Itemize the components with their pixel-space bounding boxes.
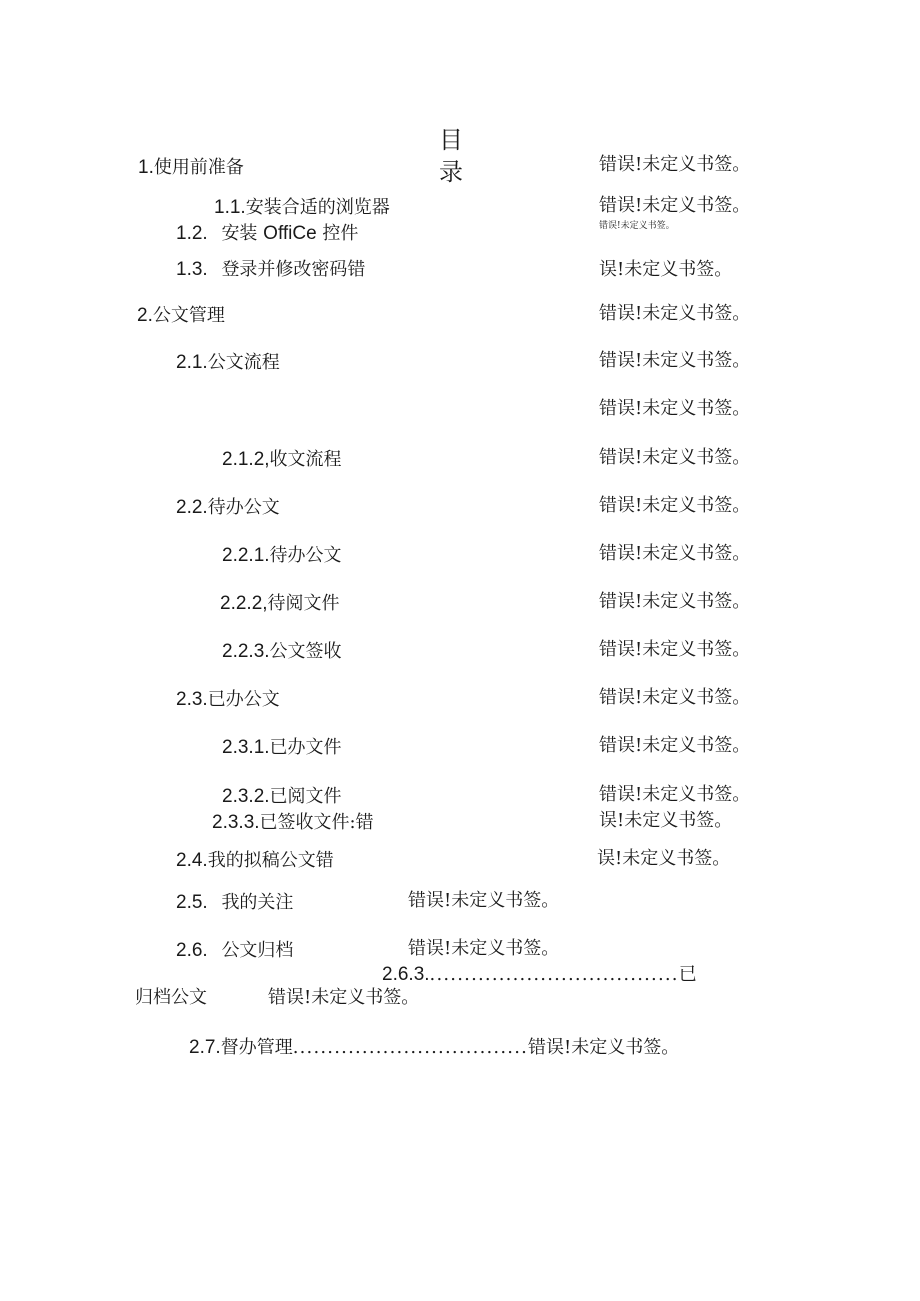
toc-page-ref: 错误!未定义书签。	[599, 735, 751, 756]
toc-entry-2-2[interactable]	[176, 497, 280, 519]
toc-leader-dots: ..................................	[292, 1037, 529, 1058]
toc-label: 我的关注	[221, 892, 294, 913]
toc-number: 1.1.	[214, 197, 246, 218]
toc-entry-2-2-2[interactable]	[220, 593, 340, 615]
toc-page-ref: 错误!未定义书签。	[599, 350, 751, 371]
toc-leader-dots: ....................................	[429, 964, 679, 985]
toc-entry-2-2-1[interactable]	[222, 545, 342, 567]
toc-label: 安装合适的浏览器	[245, 197, 390, 218]
toc-label: 督办管理	[220, 1037, 293, 1058]
toc-label: 待办公文	[269, 545, 342, 566]
toc-number: 2.5.	[176, 892, 208, 913]
toc-page-ref: 错误!未定义书签。	[599, 495, 751, 516]
toc-page-ref: 误!未定义书签。	[599, 259, 733, 280]
toc-number: 2.7.	[189, 1037, 221, 1058]
toc-page-ref: 错误!未定义书签。	[408, 938, 560, 959]
toc-label-latin: OffiCe	[263, 223, 317, 244]
toc-entry-1-2[interactable]	[176, 223, 358, 245]
toc-page-ref: 错误!未定义书签。	[599, 447, 751, 468]
toc-number: 2.4.	[176, 850, 208, 871]
toc-entry-2-5[interactable]	[176, 892, 293, 914]
toc-entry-2-1[interactable]	[176, 352, 280, 374]
toc-entry-2-3-3[interactable]	[212, 812, 374, 834]
toc-entry-2-7[interactable]	[189, 1037, 679, 1059]
toc-entry-2[interactable]	[137, 305, 225, 327]
toc-label: 已	[678, 964, 697, 985]
toc-page-ref: 错误!未定义书签。	[599, 591, 751, 612]
toc-entry-2-3-2[interactable]	[222, 786, 342, 808]
toc-page-ref: 错误!未定义书签。	[408, 890, 560, 911]
toc-entry-2-3[interactable]	[176, 689, 280, 711]
toc-page-ref: 错误!未定义书签。	[599, 784, 751, 805]
toc-label: 公文归档	[221, 940, 294, 961]
toc-page-ref: 错误!未定义书签。	[599, 303, 751, 324]
toc-page-ref: 错误!未定义书签。	[599, 687, 751, 708]
toc-number: 2.3.3.	[212, 812, 260, 833]
toc-label-continued: 归档公文	[135, 987, 207, 1008]
toc-entry-1[interactable]	[138, 157, 244, 179]
toc-entry-1-3[interactable]	[176, 259, 365, 281]
toc-label: 安装	[221, 223, 258, 244]
toc-label: 登录并修改密码错	[221, 259, 366, 280]
toc-label-suffix: 控件	[322, 223, 359, 244]
toc-page-ref: 错误!未定义书签。	[599, 639, 751, 660]
toc-number: 2.2.1.	[222, 545, 270, 566]
toc-label: 待阅文件	[267, 593, 340, 614]
toc-entry-2-3-1[interactable]	[222, 737, 342, 759]
toc-number: 2.2.	[176, 497, 208, 518]
toc-page-ref: 错误!未定义书签。	[528, 1037, 680, 1058]
toc-number: 1.2.	[176, 223, 208, 244]
toc-label: 公文流程	[207, 352, 280, 373]
toc-label: 待办公文	[207, 497, 280, 518]
toc-entry-2-1-2[interactable]	[222, 449, 342, 471]
toc-number: 2.1.	[176, 352, 208, 373]
toc-page-ref: 误!未定义书签。	[599, 810, 733, 831]
toc-entry-2-4[interactable]	[176, 850, 334, 872]
toc-number: 1.3.	[176, 259, 208, 280]
toc-page-ref: 错误!未定义书签。	[599, 195, 751, 216]
toc-page-ref: 误!未定义书签。	[597, 848, 731, 869]
toc-entry-1-1[interactable]	[214, 197, 390, 219]
toc-number: 1.	[138, 157, 154, 178]
toc-title-char-1: 目	[439, 126, 465, 154]
toc-page-ref-small: 错误!未定义书签。	[599, 221, 675, 231]
toc-label: 公文签收	[269, 641, 342, 662]
toc-number: 2.6.	[176, 940, 208, 961]
toc-entry-2-6-3[interactable]	[382, 964, 697, 986]
toc-label: 已办公文	[207, 689, 280, 710]
toc-page-ref: 错误!未定义书签。	[599, 543, 751, 564]
toc-number: 2.3.1.	[222, 737, 270, 758]
toc-label: 已签收文件:错	[259, 812, 374, 833]
toc-label: 收文流程	[269, 449, 342, 470]
toc-number: 2.	[137, 305, 153, 326]
toc-label: 使用前准备	[153, 157, 244, 178]
toc-number: 2.1.2,	[222, 449, 270, 470]
toc-label: 公文管理	[152, 305, 225, 326]
toc-number: 2.2.2,	[220, 593, 268, 614]
toc-title-char-2: 录	[439, 158, 465, 186]
toc-number: 2.2.3.	[222, 641, 270, 662]
toc-page-ref: 错误!未定义书签。	[599, 154, 751, 175]
toc-entry-2-6[interactable]	[176, 940, 293, 962]
toc-page-ref: 错误!未定义书签。	[599, 398, 751, 419]
toc-label: 已办文件	[269, 737, 342, 758]
toc-page-ref: 错误!未定义书签。	[268, 987, 420, 1008]
toc-number: 2.3.2.	[222, 786, 270, 807]
toc-number: 2.3.	[176, 689, 208, 710]
toc-entry-2-2-3[interactable]	[222, 641, 342, 663]
toc-label: 我的拟稿公文错	[207, 850, 334, 871]
toc-label: 已阅文件	[269, 786, 342, 807]
toc-number: 2.6.3.	[382, 964, 430, 985]
